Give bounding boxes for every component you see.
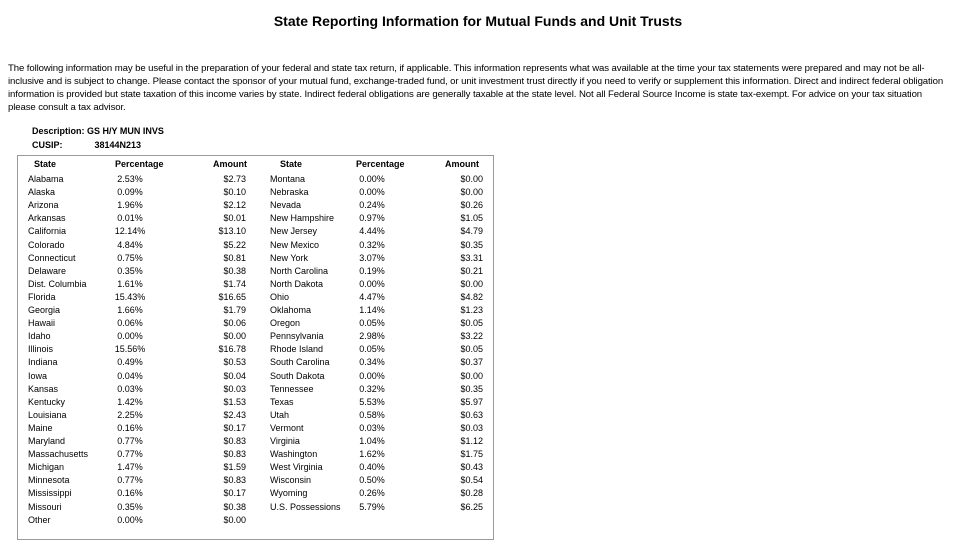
header-percentage-left: Percentage xyxy=(115,159,164,169)
state-name-right: North Carolina xyxy=(270,265,329,276)
state-amount-left: $0.17 xyxy=(223,488,246,499)
state-name-left: Iowa xyxy=(28,370,48,381)
state-amount-right: $0.63 xyxy=(460,409,483,420)
state-percentage-left: 0.77% xyxy=(117,475,143,486)
state-percentage-left: 15.43% xyxy=(114,291,146,302)
state-amount-left: $0.53 xyxy=(223,357,246,368)
state-amount-left: $0.04 xyxy=(223,370,246,381)
state-amount-left: $0.38 xyxy=(223,501,246,512)
state-amount-right: $0.37 xyxy=(460,357,483,368)
state-percentage-left: 0.06% xyxy=(117,318,143,329)
state-name-left: Minnesota xyxy=(28,475,70,486)
state-name-left: Kansas xyxy=(28,383,59,394)
state-name-right: New Hampshire xyxy=(270,213,335,224)
state-percentage-right: 0.50% xyxy=(359,475,385,486)
state-percentage-left: 1.66% xyxy=(117,305,143,315)
state-name-right: South Carolina xyxy=(270,357,330,368)
state-percentage-right: 2.98% xyxy=(359,331,385,342)
state-amount-left: $1.74 xyxy=(223,278,246,289)
state-percentage-left: 1.96% xyxy=(117,200,143,211)
state-percentage-right: 0.05% xyxy=(359,344,385,355)
state-name-right: Oklahoma xyxy=(270,305,312,315)
state-percentage-left: 2.53% xyxy=(117,174,143,184)
state-percentage-right: 0.40% xyxy=(359,462,385,473)
state-name-left: Idaho xyxy=(28,331,51,342)
state-amount-right: $3.22 xyxy=(460,331,483,342)
state-name-right: Montana xyxy=(270,174,306,184)
state-percentage-left: 0.16% xyxy=(117,488,143,499)
state-amount-left: $0.38 xyxy=(223,265,246,276)
state-name-left: Indiana xyxy=(28,357,58,368)
state-percentage-right: 0.19% xyxy=(359,265,385,276)
state-name-left: Delaware xyxy=(28,265,67,276)
state-percentage-right: 0.03% xyxy=(359,422,385,433)
state-percentage-right: 0.32% xyxy=(359,383,385,394)
state-name-right: Wyoming xyxy=(270,488,308,499)
state-name-right: Wisconsin xyxy=(270,475,312,486)
state-amount-right: $0.43 xyxy=(460,462,483,473)
state-percentage-left: 1.47% xyxy=(117,462,143,473)
state-percentage-right: 0.26% xyxy=(359,488,385,499)
state-percentage-left: 12.14% xyxy=(114,226,146,237)
state-amount-right: $5.97 xyxy=(460,396,483,407)
state-percentage-right: 0.32% xyxy=(359,239,385,250)
state-name-right: North Dakota xyxy=(270,278,324,289)
state-name-left: Louisiana xyxy=(28,409,67,420)
state-percentage-left: 0.77% xyxy=(117,449,143,460)
state-name-left: Maine xyxy=(28,422,53,433)
state-percentage-left: 1.61% xyxy=(117,278,143,289)
state-name-right: New Jersey xyxy=(270,226,318,237)
state-percentage-right: 5.79% xyxy=(359,501,385,512)
state-amount-right: $3.31 xyxy=(460,252,483,263)
state-name-left: Arkansas xyxy=(28,213,66,224)
state-percentage-right: 0.05% xyxy=(359,318,385,329)
state-amount-right: $4.79 xyxy=(460,226,483,237)
state-amount-left: $13.10 xyxy=(218,226,246,237)
state-percentage-left: 0.35% xyxy=(117,501,143,512)
state-amount-right: $0.35 xyxy=(460,383,483,394)
state-amount-right: $1.23 xyxy=(460,305,483,315)
state-percentage-right: 0.00% xyxy=(359,187,385,198)
state-name-left: Missouri xyxy=(28,501,62,512)
state-name-left: Colorado xyxy=(28,239,65,250)
state-name-right: Pennsylvania xyxy=(270,331,324,342)
state-name-right: Texas xyxy=(270,396,294,407)
state-percentage-right: 0.00% xyxy=(359,278,385,289)
state-name-right: Rhode Island xyxy=(270,344,324,355)
description-value: GS H/Y MUN INVS xyxy=(87,126,164,136)
state-amount-left: $16.65 xyxy=(218,291,246,302)
state-name-left: Hawaii xyxy=(28,318,56,329)
state-amount-left: $1.79 xyxy=(223,305,246,315)
state-percentage-right: 5.53% xyxy=(359,396,385,407)
fund-info xyxy=(32,124,164,152)
state-amount-left: $0.17 xyxy=(223,422,246,433)
state-amount-left: $0.83 xyxy=(223,436,246,446)
header-amount-right: Amount xyxy=(445,159,479,169)
state-percentage-left: 0.09% xyxy=(117,187,143,198)
state-name-left: Arizona xyxy=(28,200,59,211)
state-percentage-right: 4.47% xyxy=(359,291,385,302)
state-percentage-right: 1.14% xyxy=(359,305,385,315)
state-amount-left: $0.10 xyxy=(223,187,246,198)
state-name-right: Oregon xyxy=(270,318,301,329)
state-amount-right: $0.54 xyxy=(460,475,483,486)
state-amount-left: $2.43 xyxy=(223,409,246,420)
state-percentage-right: 4.44% xyxy=(359,226,385,237)
state-percentage-left: 4.84% xyxy=(117,239,143,250)
state-amount-left: $0.83 xyxy=(223,475,246,486)
state-amount-left: $0.00 xyxy=(223,331,246,342)
state-amount-left: $2.12 xyxy=(223,200,246,211)
state-percentage-left: 0.49% xyxy=(117,357,143,368)
state-percentage-left: 0.00% xyxy=(117,331,143,342)
state-amount-left: $0.03 xyxy=(223,383,246,394)
header-percentage-right: Percentage xyxy=(356,159,405,169)
state-amount-right: $1.12 xyxy=(460,436,483,446)
state-percentage-right: 3.07% xyxy=(359,252,385,263)
state-percentage-right: 1.62% xyxy=(359,449,385,460)
state-name-left: Alabama xyxy=(28,174,64,184)
cusip-label: CUSIP: xyxy=(32,140,63,150)
state-percentage-right: 0.97% xyxy=(359,213,385,224)
state-amount-left: $1.59 xyxy=(223,462,246,473)
state-name-right: New Mexico xyxy=(270,239,320,250)
state-name-left: Alaska xyxy=(28,187,56,198)
state-percentage-left: 0.75% xyxy=(117,252,143,263)
header-state-left: State xyxy=(34,159,57,169)
state-name-right: Tennessee xyxy=(270,383,314,394)
state-percentage-right: 0.34% xyxy=(359,357,385,368)
header-state-right: State xyxy=(280,159,303,169)
state-amount-right: $0.21 xyxy=(460,265,483,276)
state-amount-left: $0.01 xyxy=(223,213,246,224)
state-amount-right: $0.00 xyxy=(460,174,483,184)
state-amount-left: $16.78 xyxy=(218,344,246,355)
state-name-left: Kentucky xyxy=(28,396,66,407)
state-percentage-left: 0.77% xyxy=(117,436,143,446)
state-amount-right: $0.05 xyxy=(460,344,483,355)
state-name-left: Connecticut xyxy=(28,252,76,263)
state-amount-right: $0.00 xyxy=(460,187,483,198)
state-name-right: Washington xyxy=(270,449,318,460)
state-amount-right: $0.03 xyxy=(460,422,483,433)
state-name-left: Dist. Columbia xyxy=(28,278,87,289)
state-percentage-left: 1.42% xyxy=(117,396,143,407)
state-name-left: Mississippi xyxy=(28,488,72,499)
header-amount-left: Amount xyxy=(213,159,247,169)
state-name-right: New York xyxy=(270,252,309,263)
state-amount-right: $4.82 xyxy=(460,291,483,302)
state-allocation-table xyxy=(17,155,494,540)
state-name-left: Illinois xyxy=(28,344,54,355)
state-amount-right: $1.05 xyxy=(460,213,483,224)
state-name-right: Utah xyxy=(270,409,290,420)
state-percentage-right: 0.24% xyxy=(359,200,385,211)
description-row xyxy=(32,124,164,138)
state-amount-right: $6.25 xyxy=(460,501,483,512)
state-amount-left: $2.73 xyxy=(223,174,246,184)
state-amount-left: $0.00 xyxy=(223,514,246,525)
state-percentage-left: 2.25% xyxy=(117,409,143,420)
state-amount-left: $0.06 xyxy=(223,318,246,329)
state-amount-right: $0.00 xyxy=(460,278,483,289)
state-percentage-left: 0.16% xyxy=(117,422,143,433)
state-name-left: Massachusetts xyxy=(28,449,89,460)
cusip-value: 38144N213 xyxy=(94,140,142,150)
state-name-left: Maryland xyxy=(28,436,66,446)
state-percentage-left: 0.03% xyxy=(117,383,143,394)
state-name-left: California xyxy=(28,226,67,237)
state-amount-left: $0.83 xyxy=(223,449,246,460)
state-name-left: Georgia xyxy=(28,305,61,315)
state-name-left: Other xyxy=(28,514,51,525)
state-amount-right: $0.26 xyxy=(460,200,483,211)
state-name-right: South Dakota xyxy=(270,370,325,381)
state-percentage-left: 15.56% xyxy=(114,344,146,355)
state-percentage-left: 0.01% xyxy=(117,213,143,224)
state-percentage-left: 0.04% xyxy=(117,370,143,381)
state-percentage-left: 0.00% xyxy=(117,514,143,525)
state-name-right: Virginia xyxy=(270,436,300,446)
state-name-right: Nevada xyxy=(270,200,302,211)
state-percentage-right: 1.04% xyxy=(359,436,385,446)
page-title: State Reporting Information for Mutual Funds and Unit Trusts xyxy=(273,13,683,29)
state-amount-right: $1.75 xyxy=(460,449,483,460)
intro-paragraph: The following information may be useful in the preparation of your federal and state tax return, if applicable. This information represents what was available at the time your tax statements were prepared and may not be all-inclusive and is subject to change. Please contact the sponsor of your mutual fund, exchange-traded fund, or unit investment trust directly if you need to verify or supplement this information. Direct and indirect federal obligation information is provided but state taxation of this income varies by state. Indirect federal obligations are generally taxable at the state level. Not all Federal Source Income is state tax-exempt. For advice on your tax situation please consult a tax advisor. xyxy=(8,63,944,113)
state-amount-right: $0.00 xyxy=(460,370,483,381)
state-name-right: U.S. Possessions xyxy=(270,501,341,512)
state-percentage-right: 0.00% xyxy=(359,370,385,381)
state-name-right: Vermont xyxy=(270,422,304,433)
state-amount-right: $0.28 xyxy=(460,488,483,499)
state-percentage-right: 0.58% xyxy=(359,409,385,420)
state-name-left: Florida xyxy=(28,291,56,302)
description-label: Description: xyxy=(32,126,85,136)
state-amount-left: $0.81 xyxy=(223,252,246,263)
state-amount-right: $0.05 xyxy=(460,318,483,329)
cusip-row xyxy=(32,138,164,152)
state-percentage-right: 0.00% xyxy=(359,174,385,184)
state-amount-left: $1.53 xyxy=(223,396,246,407)
state-percentage-left: 0.35% xyxy=(117,265,143,276)
state-name-left: Michigan xyxy=(28,462,65,473)
state-name-right: Nebraska xyxy=(270,187,309,198)
state-amount-left: $5.22 xyxy=(223,239,246,250)
state-amount-right: $0.35 xyxy=(460,239,483,250)
state-name-right: Ohio xyxy=(270,291,290,302)
state-name-right: West Virginia xyxy=(270,462,323,473)
